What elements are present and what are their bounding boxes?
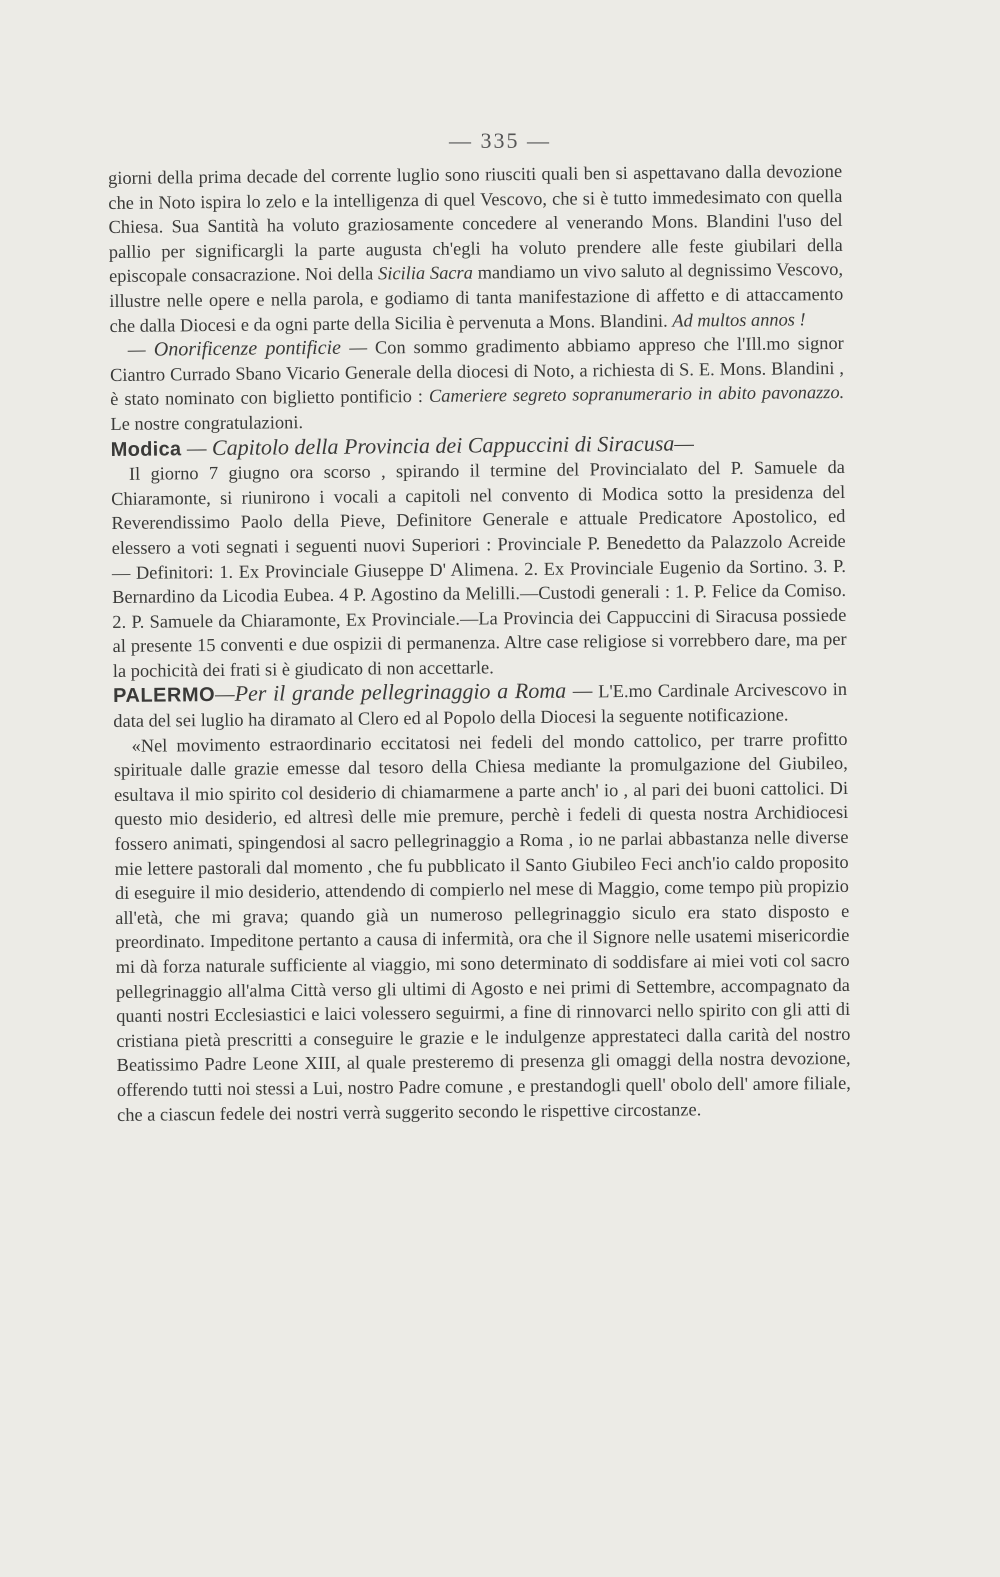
paragraph-text: L'E.mo Cardinale Arcivescovo in data del sei luglio ha diramato al Clero ed al Popolo della Diocesi la seguente notificazione. <box>113 679 848 732</box>
paragraph-noto-feast <box>108 159 844 338</box>
paragraph-text: giorni della prima decade del corrente luglio sono riusciti quali ben si aspettavano dalla devozione che in Noto ispira lo zelo e la intelligenza di quel Vescovo, che si è tutto immedesimato con quella Chiesa. Sua Santità ha voluto graziosamente concedere al venerando Mons. Blandini l'uso del pallio per significargli la parte augusta ch'egli ha voluto prendere alle feste giubilari della episcopale consacrazione. Noi della <box>108 160 843 287</box>
paragraph-notification-quote: «Nel movimento estraordinario eccitatosi nei fedeli del mondo cattolico, per trarre profitto spirituale dalle grazie emesse dal tesoro della Chiesa mediante la promulgazione del Giubileo, esultava il mio spirito col desiderio di chiamarmene a parte anch' io , al pari dei buoni cattolici. Di questo mio desiderio, ed altresì delle mie premure, perchè i fedeli di questa nostra Archidiocesi fossero animati, spingendosi al sacro pellegrinaggio a Roma , io ne parlai abbastanza nelle diverse mie lettere pastorali dal momento , che fu pubblicato il Santo Giubileo Feci anch'io caldo proposito di eseguire il mio desiderio, attendendo di compierlo nel mese di Maggio, come tempo più propizio all'età, che mi grava; quando già un numeroso pellegrinaggio siculo era stato disposto e preordinato. Impeditone pertanto a causa di infermità, ora che il Signore nelle usatemi misericordie mi dà forza naturale sufficiente al viaggio, mi sono determinato di soddisfare ai miei voti col sacro pellegrinaggio all'alma Città verso gli ultimi di Agosto e nei primi di Settembre, accompagnato da quanti nostri Ecclesiastici e laici volessero seguirmi, a fine di rinnovarci nello spirito con gli atti di cristiana pietà prescritti a conseguire le grazie e le indulgenze apprestateci dalla carità del nostro Beatissimo Padre Leone XIII, al quale presteremo di presenza gli omaggi della nostra devozione, offerendo tutti noi stessi a Lui, nostro Padre comune , e prestandogli quell' obolo dell' amore filiale, che a ciascun fedele dei nostri verrà suggerito secondo le rispettive circostanze. <box>113 728 851 1125</box>
paragraph-text: Le nostre congratulazioni. <box>110 412 304 434</box>
paragraph-text: mandiamo un vivo saluto al degnissimo Vescovo, illustre nelle opere e nella parola, e godiamo di tanta manifestazione di affetto e di attaccamento che dalla Diocesi e da ogni parte della Sicilia è pervenuta a Mons. Blandini. <box>109 259 844 336</box>
paragraph-modica: Il giorno 7 giugno ora scorso , spirando il termine del Provincialato del P. Samuele da Chiaramonte, si riunirono i vocali a capitoli nel convento di Modica sotto la presidenza del Reverendissimo Paolo della Pieve, Definitore Generale e attuale Predicatore Apostolico, ed elessero a voti segnati i seguenti nuovi Superiori : Provinciale P. Benedetto da Palazzolo Acreide — Definitori: 1. Ex Provinciale Giuseppe D' Alimena. 2. Ex Provinciale Eugenio da Sortino. 3. P. Bernardino da Licodia Eubea. 4 P. Agostino da Melilli.—Custodi generali : 1. P. Felice da Comiso. 2. P. Samuele da Chiaramonte, Ex Provinciale.—La Provincia dei Cappuccini di Siracusa possiede al presente 15 conventi e due ospizii di permanenza. Altre case religiose si vorrebbero dare, ma per la pochicità dei frati si è giudicato di non accettarle. <box>111 457 847 681</box>
section-heading-onorificenze: — Onorificenze pontificie — <box>127 336 368 361</box>
city-name-palermo: PALERMO <box>112 684 216 708</box>
paragraph-text: Con sommo gradimento abbiamo appreso che l'Ill.mo signor Ciantro Currado Sbano Vicario Generale della diocesi di Noto, a richiesta di S. E. Mons. Blandini , è stato nominato con biglietto pontificio : <box>109 333 845 410</box>
section-title-modica: — Capitolo della Provincia dei Cappuccini di Siracusa— <box>181 429 694 460</box>
honorary-title: Cameriere segreto sopranumerario in abito pavonazzo. <box>428 382 845 407</box>
latin-greeting: Ad multos annos ! <box>672 308 806 331</box>
journal-name: Sicilia Sacra <box>378 262 473 284</box>
paragraph-onorificenze <box>110 331 845 436</box>
city-name-modica: Modica <box>110 437 182 461</box>
section-heading-palermo <box>113 676 847 733</box>
section-title-palermo: —Per il grande pellegrinaggio a Roma — <box>214 677 593 707</box>
text-column <box>108 159 851 1127</box>
page-number: — 335 — <box>449 128 551 153</box>
